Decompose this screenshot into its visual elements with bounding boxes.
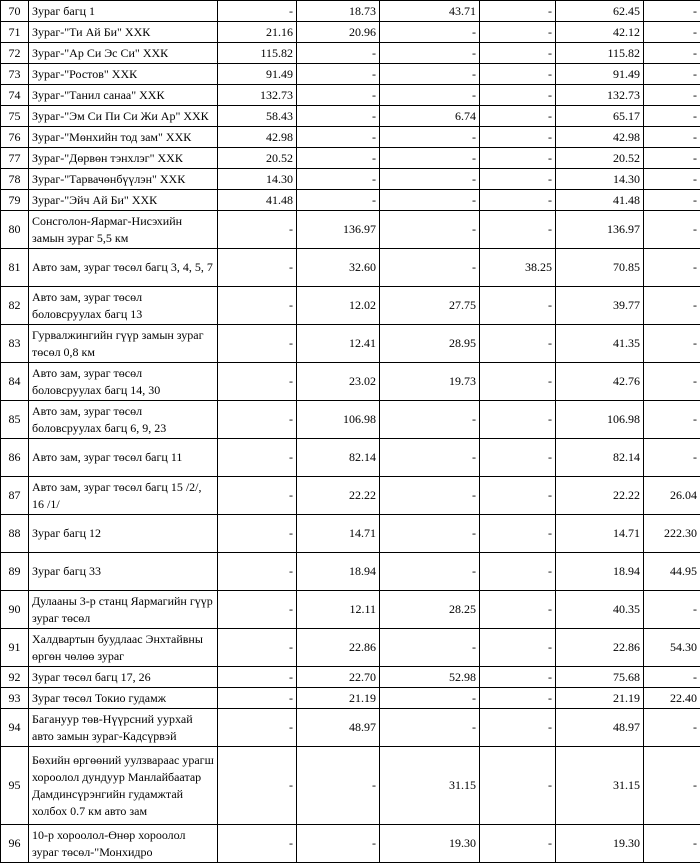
cell-c3: - — [380, 64, 480, 85]
cell-c5: 21.19 — [556, 688, 644, 709]
cell-c4: - — [480, 709, 556, 747]
cell-c5: 41.35 — [556, 325, 644, 363]
cell-c2: 136.97 — [297, 211, 380, 249]
cell-c2: 14.71 — [297, 515, 380, 553]
cell-c4: - — [480, 688, 556, 709]
cell-c6: - — [644, 169, 700, 190]
cell-c2: 32.60 — [297, 249, 380, 287]
cell-c5: 40.35 — [556, 591, 644, 629]
cell-c6: - — [644, 667, 700, 688]
cell-c1: - — [218, 249, 297, 287]
row-number: 83 — [1, 325, 29, 363]
cell-c6: - — [644, 591, 700, 629]
table-row — [1, 211, 700, 249]
cell-c1: - — [218, 439, 297, 477]
cell-c2: 12.41 — [297, 325, 380, 363]
cell-c3: - — [380, 85, 480, 106]
cell-c5: 18.94 — [556, 553, 644, 591]
cell-c6: - — [644, 287, 700, 325]
cell-c6: - — [644, 43, 700, 64]
table-row — [1, 747, 700, 825]
cell-c2: 48.97 — [297, 709, 380, 747]
cell-c5: 132.73 — [556, 85, 644, 106]
table-row — [1, 629, 700, 667]
cell-c4: - — [480, 553, 556, 591]
row-name: Авто зам, зураг төсөл багц 11 — [29, 439, 218, 477]
row-name: Зураг-"Дөрвөн тэнхлэг" ХХК — [29, 148, 218, 169]
row-name: Сонсголон-Яармаг-Нисэхийн замын зураг 5,5 км — [29, 211, 218, 249]
row-name: Зураг багц 1 — [29, 1, 218, 22]
row-name: Зураг-"Эм Си Пи Си Жи Ар" ХХК — [29, 106, 218, 127]
table-row — [1, 1, 700, 22]
cell-c1: - — [218, 553, 297, 591]
row-number: 76 — [1, 127, 29, 148]
cell-c2: 18.94 — [297, 553, 380, 591]
cell-c1: - — [218, 363, 297, 401]
cell-c2: 22.70 — [297, 667, 380, 688]
row-number: 80 — [1, 211, 29, 249]
cell-c3: - — [380, 401, 480, 439]
cell-c6: 22.40 — [644, 688, 700, 709]
row-name: Зураг-"Ти Ай Би" ХХК — [29, 22, 218, 43]
cell-c6: 54.30 — [644, 629, 700, 667]
cell-c3: 19.30 — [380, 825, 480, 863]
table-row — [1, 553, 700, 591]
cell-c5: 39.77 — [556, 287, 644, 325]
cell-c5: 14.30 — [556, 169, 644, 190]
cell-c2: 106.98 — [297, 401, 380, 439]
cell-c3: 28.25 — [380, 591, 480, 629]
table-row — [1, 148, 700, 169]
table-row — [1, 64, 700, 85]
cell-c1: - — [218, 825, 297, 863]
cell-c1: 42.98 — [218, 127, 297, 148]
row-number: 77 — [1, 148, 29, 169]
row-name: Авто зам, зураг төсөл боловсруулах багц 14, 30 — [29, 363, 218, 401]
row-number: 92 — [1, 667, 29, 688]
cell-c4: - — [480, 43, 556, 64]
cell-c4: - — [480, 363, 556, 401]
table-row — [1, 515, 700, 553]
cell-c6: - — [644, 325, 700, 363]
row-number: 94 — [1, 709, 29, 747]
row-name: Зураг төсөл багц 17, 26 — [29, 667, 218, 688]
cell-c6: - — [644, 825, 700, 863]
table-row — [1, 106, 700, 127]
cell-c2: 20.96 — [297, 22, 380, 43]
cell-c4: - — [480, 127, 556, 148]
cell-c6: - — [644, 747, 700, 825]
cell-c3: 27.75 — [380, 287, 480, 325]
cell-c2: - — [297, 747, 380, 825]
row-name: Гурвалжингийн гүүр замын зураг төсөл 0,8 км — [29, 325, 218, 363]
cell-c6: - — [644, 249, 700, 287]
row-number: 95 — [1, 747, 29, 825]
row-number: 71 — [1, 22, 29, 43]
cell-c1: - — [218, 1, 297, 22]
cell-c2: - — [297, 127, 380, 148]
cell-c1: 115.82 — [218, 43, 297, 64]
table-row — [1, 363, 700, 401]
row-number: 73 — [1, 64, 29, 85]
cell-c5: 20.52 — [556, 148, 644, 169]
cell-c3: - — [380, 211, 480, 249]
cell-c4: - — [480, 439, 556, 477]
row-number: 74 — [1, 85, 29, 106]
cell-c4: - — [480, 629, 556, 667]
cell-c1: 41.48 — [218, 190, 297, 211]
cell-c1: 21.16 — [218, 22, 297, 43]
cell-c5: 22.86 — [556, 629, 644, 667]
row-name: 10-р хороолол-Өнөр хороолол зураг төсөл-"Монхидро — [29, 825, 218, 863]
table-row — [1, 127, 700, 148]
cell-c5: 42.98 — [556, 127, 644, 148]
cell-c1: - — [218, 325, 297, 363]
cell-c3: - — [380, 709, 480, 747]
row-number: 84 — [1, 363, 29, 401]
cell-c2: 18.73 — [297, 1, 380, 22]
cell-c4: - — [480, 667, 556, 688]
cell-c6: - — [644, 148, 700, 169]
cell-c4: - — [480, 169, 556, 190]
cell-c3: - — [380, 190, 480, 211]
cell-c3: - — [380, 169, 480, 190]
row-name: Зураг багц 12 — [29, 515, 218, 553]
row-number: 79 — [1, 190, 29, 211]
cell-c5: 65.17 — [556, 106, 644, 127]
cell-c2: - — [297, 64, 380, 85]
table-row — [1, 477, 700, 515]
row-name: Авто зам, зураг төсөл багц 15 /2/, 16 /1/ — [29, 477, 218, 515]
cell-c5: 70.85 — [556, 249, 644, 287]
cell-c5: 22.22 — [556, 477, 644, 515]
cell-c4: - — [480, 22, 556, 43]
cell-c3: - — [380, 439, 480, 477]
cell-c4: - — [480, 325, 556, 363]
row-number: 96 — [1, 825, 29, 863]
cell-c4: - — [480, 287, 556, 325]
cell-c1: - — [218, 477, 297, 515]
row-number: 93 — [1, 688, 29, 709]
cell-c1: 58.43 — [218, 106, 297, 127]
cell-c4: - — [480, 148, 556, 169]
cell-c3: - — [380, 43, 480, 64]
cell-c2: - — [297, 825, 380, 863]
cell-c6: - — [644, 190, 700, 211]
row-name: Зураг-"Танил санаа" ХХК — [29, 85, 218, 106]
row-number: 78 — [1, 169, 29, 190]
row-name: Дулааны 3-р станц Яармагийн гүүр зураг төсөл — [29, 591, 218, 629]
cell-c1: - — [218, 629, 297, 667]
table-row — [1, 667, 700, 688]
cell-c6: - — [644, 64, 700, 85]
table-row — [1, 190, 700, 211]
cell-c2: - — [297, 43, 380, 64]
cell-c5: 42.76 — [556, 363, 644, 401]
table-body — [1, 1, 700, 863]
cell-c1: - — [218, 591, 297, 629]
cell-c3: - — [380, 515, 480, 553]
cell-c2: 21.19 — [297, 688, 380, 709]
cell-c3: - — [380, 477, 480, 515]
cell-c1: - — [218, 211, 297, 249]
cell-c5: 19.30 — [556, 825, 644, 863]
cell-c3: 52.98 — [380, 667, 480, 688]
cell-c3: 6.74 — [380, 106, 480, 127]
row-number: 72 — [1, 43, 29, 64]
cell-c4: - — [480, 825, 556, 863]
cell-c2: - — [297, 106, 380, 127]
cell-c3: - — [380, 629, 480, 667]
cell-c5: 41.48 — [556, 190, 644, 211]
cell-c3: - — [380, 553, 480, 591]
cell-c4: 38.25 — [480, 249, 556, 287]
cell-c5: 42.12 — [556, 22, 644, 43]
cell-c2: 12.11 — [297, 591, 380, 629]
cell-c2: - — [297, 190, 380, 211]
cell-c2: 22.22 — [297, 477, 380, 515]
row-name: Авто зам, зураг төсөл багц 3, 4, 5, 7 — [29, 249, 218, 287]
cell-c3: - — [380, 22, 480, 43]
cell-c5: 115.82 — [556, 43, 644, 64]
cell-c3: 19.73 — [380, 363, 480, 401]
cell-c1: - — [218, 401, 297, 439]
row-name: Зураг-"Тарвачөнбүүлэн" ХХК — [29, 169, 218, 190]
cell-c1: 20.52 — [218, 148, 297, 169]
cell-c2: 12.02 — [297, 287, 380, 325]
cell-c3: 28.95 — [380, 325, 480, 363]
cell-c4: - — [480, 190, 556, 211]
row-name: Зураг төсөл Токио гудамж — [29, 688, 218, 709]
cell-c6: - — [644, 439, 700, 477]
cell-c3: - — [380, 127, 480, 148]
cell-c5: 62.45 — [556, 1, 644, 22]
cell-c4: - — [480, 477, 556, 515]
row-number: 86 — [1, 439, 29, 477]
cell-c4: - — [480, 591, 556, 629]
cell-c4: - — [480, 1, 556, 22]
cell-c6: 26.04 — [644, 477, 700, 515]
cell-c2: 22.86 — [297, 629, 380, 667]
table-row — [1, 43, 700, 64]
cell-c6: - — [644, 363, 700, 401]
row-name: Багануур төв-Нүүрсний уурхай авто замын зураг-Кадсүрвэй — [29, 709, 218, 747]
table-row — [1, 439, 700, 477]
table-row — [1, 287, 700, 325]
cell-c6: - — [644, 22, 700, 43]
cell-c2: - — [297, 148, 380, 169]
row-number: 89 — [1, 553, 29, 591]
row-number: 88 — [1, 515, 29, 553]
table-row — [1, 688, 700, 709]
row-name: Авто зам, зураг төсөл боловсруулах багц 13 — [29, 287, 218, 325]
row-number: 70 — [1, 1, 29, 22]
row-number: 75 — [1, 106, 29, 127]
cell-c4: - — [480, 211, 556, 249]
table-row — [1, 22, 700, 43]
cell-c4: - — [480, 401, 556, 439]
table-row — [1, 709, 700, 747]
cell-c6: - — [644, 127, 700, 148]
table-row — [1, 591, 700, 629]
table-row — [1, 85, 700, 106]
cell-c5: 91.49 — [556, 64, 644, 85]
cell-c6: - — [644, 106, 700, 127]
cell-c5: 82.14 — [556, 439, 644, 477]
cell-c4: - — [480, 106, 556, 127]
cell-c2: - — [297, 169, 380, 190]
cell-c4: - — [480, 64, 556, 85]
cell-c4: - — [480, 515, 556, 553]
cell-c6: - — [644, 401, 700, 439]
table-row — [1, 825, 700, 863]
row-number: 87 — [1, 477, 29, 515]
cell-c5: 48.97 — [556, 709, 644, 747]
row-name: Зураг-"Эйч Ай Би" ХХК — [29, 190, 218, 211]
cell-c3: 31.15 — [380, 747, 480, 825]
cell-c3: - — [380, 148, 480, 169]
cell-c3: 43.71 — [380, 1, 480, 22]
cell-c5: 136.97 — [556, 211, 644, 249]
cell-c6: - — [644, 211, 700, 249]
row-number: 90 — [1, 591, 29, 629]
table-row — [1, 325, 700, 363]
row-number: 82 — [1, 287, 29, 325]
cell-c3: - — [380, 249, 480, 287]
cell-c4: - — [480, 85, 556, 106]
table-row — [1, 169, 700, 190]
cell-c1: 14.30 — [218, 169, 297, 190]
cell-c6: - — [644, 709, 700, 747]
cell-c6: - — [644, 1, 700, 22]
cell-c1: - — [218, 667, 297, 688]
row-name: Бөхийн өргөөний уулзвараас урагш хороолол дундуур Манлайбаатар Дамдинсүрэнгийн гудамжтай холбох 0.7 км авто зам — [29, 747, 218, 825]
row-number: 85 — [1, 401, 29, 439]
cell-c1: 132.73 — [218, 85, 297, 106]
table-row — [1, 249, 700, 287]
cell-c6: 222.30 — [644, 515, 700, 553]
table-row — [1, 401, 700, 439]
cell-c1: - — [218, 747, 297, 825]
cell-c5: 106.98 — [556, 401, 644, 439]
cell-c4: - — [480, 747, 556, 825]
cell-c1: 91.49 — [218, 64, 297, 85]
cell-c5: 14.71 — [556, 515, 644, 553]
row-name: Авто зам, зураг төсөл боловсруулах багц 6, 9, 23 — [29, 401, 218, 439]
row-number: 81 — [1, 249, 29, 287]
cell-c2: 82.14 — [297, 439, 380, 477]
row-name: Зураг багц 33 — [29, 553, 218, 591]
cell-c6: 44.95 — [644, 553, 700, 591]
cell-c2: 23.02 — [297, 363, 380, 401]
row-number: 91 — [1, 629, 29, 667]
cell-c2: - — [297, 85, 380, 106]
cell-c1: - — [218, 287, 297, 325]
cell-c5: 75.68 — [556, 667, 644, 688]
cell-c1: - — [218, 709, 297, 747]
cell-c1: - — [218, 515, 297, 553]
cell-c1: - — [218, 688, 297, 709]
cell-c6: - — [644, 85, 700, 106]
row-name: Зураг-"Ар Си Эс Си" ХХК — [29, 43, 218, 64]
cell-c3: - — [380, 688, 480, 709]
row-name: Зураг-"Мөнхийн тод зам" ХХК — [29, 127, 218, 148]
row-name: Халдвартын буудлаас Энхтайвны өргөн чөлөө зураг — [29, 629, 218, 667]
row-name: Зураг-"Ростов" ХХК — [29, 64, 218, 85]
cell-c5: 31.15 — [556, 747, 644, 825]
